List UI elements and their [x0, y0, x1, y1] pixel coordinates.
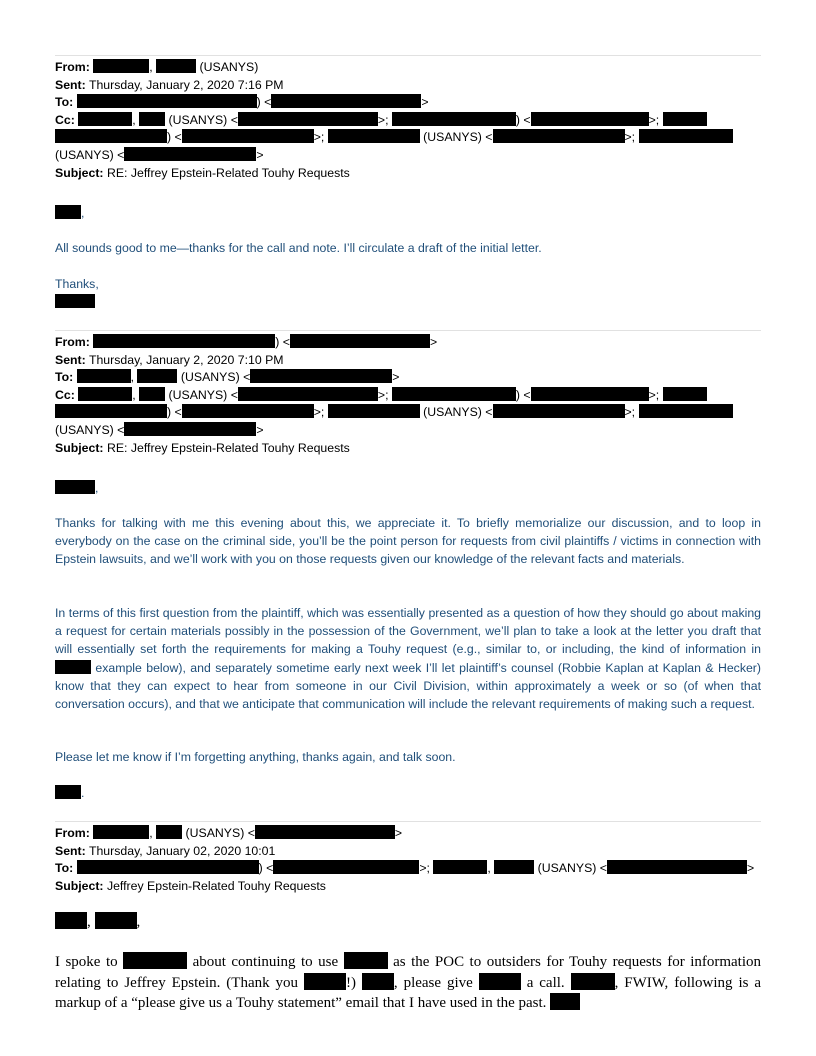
email2-sent-line: Sent: Thursday, January 2, 2020 7:10 PM: [55, 352, 284, 367]
email2-cc-line-1: Cc: , (USANYS) < >; ) < >;: [55, 387, 761, 405]
redaction: [607, 860, 747, 874]
redaction: [77, 369, 131, 383]
redaction: [271, 94, 421, 108]
redaction: [55, 480, 95, 494]
redaction: [531, 387, 649, 401]
redaction: [124, 147, 256, 161]
redaction: [123, 952, 187, 969]
email1-signature: [55, 293, 761, 311]
redaction: [304, 973, 346, 990]
redaction: [238, 387, 378, 401]
email3-subject-line: Subject: Jeffrey Epstein-Related Touhy Requests: [55, 878, 326, 893]
redaction: [93, 334, 275, 348]
redaction: [55, 294, 95, 308]
redaction: [55, 785, 81, 799]
email1-subject-line: Subject: RE: Jeffrey Epstein-Related Touhy Requests: [55, 165, 350, 180]
email3-from-line: From: , (USANYS) < >: [55, 826, 403, 840]
redaction: [95, 912, 137, 929]
redaction: [433, 860, 487, 874]
redaction: [494, 860, 534, 874]
redaction: [137, 369, 177, 383]
email1-cc-line-2: ) < >; (USANYS) < >;: [55, 129, 761, 147]
redaction: [255, 825, 395, 839]
redaction: [290, 334, 430, 348]
email1-sent-line: Sent: Thursday, January 2, 2020 7:16 PM: [55, 77, 284, 92]
redaction: [639, 404, 733, 418]
redaction: [479, 973, 521, 990]
redaction: [392, 112, 516, 126]
redaction: [55, 129, 167, 143]
email2-cc-line-3: (USANYS) < >: [55, 422, 264, 437]
redaction: [93, 825, 149, 839]
redaction: [238, 112, 378, 126]
redaction: [182, 129, 314, 143]
redaction: [182, 404, 314, 418]
redaction: [139, 387, 165, 401]
email3-header: [55, 825, 761, 895]
redaction: [77, 94, 257, 108]
redaction: [55, 912, 87, 929]
email2-subject-line: Subject: RE: Jeffrey Epstein-Related Touhy Requests: [55, 440, 350, 455]
email2-greeting: ,: [55, 479, 761, 497]
email2-to-line: To: , (USANYS) < >: [55, 370, 400, 385]
email2-signature: .: [55, 784, 761, 802]
redaction: [124, 422, 256, 436]
redaction: [55, 205, 81, 219]
redaction: [362, 973, 394, 990]
redaction: [328, 129, 420, 143]
email3-to-line: To: ) < >; , (USANYS) < >: [55, 861, 755, 876]
email2-cc-line-2: ) < >; (USANYS) < >;: [55, 404, 761, 422]
redaction: [663, 387, 707, 401]
email2-para-2: In terms of this first question from the plaintiff, which was essentially presented as a question of how they should go about making a request for certain materials possibly in the possession of the Government, we’ll plan to take a look at the letter you draft that will essentially set forth the requirements for making a Touhy request (e.g., similar to, or including, the kind of information in example below), and separately sometime early next week I’ll let plaintiff’s counsel (Robbie Kaplan at Kaplan & Hecker) know that they can expect to hear from someone in our Civil Division, within approximately a week or so (of when that conversation occurs), and that we anticipate that communication will include the relevant requirements of making such a request.: [55, 606, 761, 712]
redaction: [77, 860, 259, 874]
email1-message: All sounds good to me—thanks for the call and note. I’ll circulate a draft of the initial letter.: [55, 241, 542, 255]
email1-cc-line-1: Cc: , (USANYS) < >; ) < >;: [55, 112, 761, 130]
redaction: [55, 404, 167, 418]
email1-body: [55, 204, 761, 222]
email1-header: [55, 59, 761, 182]
redaction: [639, 129, 733, 143]
redaction: [156, 825, 182, 839]
email1-signoff: Thanks,: [55, 275, 761, 311]
redaction: [55, 660, 91, 674]
email1-greeting: ,: [55, 204, 761, 222]
redaction: [328, 404, 420, 418]
email2-header: [55, 334, 761, 457]
redaction: [273, 860, 419, 874]
redaction: [571, 973, 615, 990]
redaction: [156, 59, 196, 73]
redaction: [493, 404, 625, 418]
separator-2: [55, 330, 761, 331]
redaction: [392, 387, 516, 401]
email3-sent-line: Sent: Thursday, January 02, 2020 10:01: [55, 843, 276, 858]
separator-3: [55, 821, 761, 822]
redaction: [663, 112, 707, 126]
redaction: [344, 952, 388, 969]
email2-para-3: Please let me know if I’m forgetting anything, thanks again, and talk soon.: [55, 750, 456, 764]
email3-greeting: , ,: [55, 912, 761, 933]
redaction: [531, 112, 649, 126]
email2-from-line: From: ) < >: [55, 335, 438, 349]
redaction: [250, 369, 392, 383]
email2-para-1: Thanks for talking with me this evening about this, we appreciate it. To briefly memorialize our discussion, and to loop in everybody on the case on the criminal side, you’ll be the point person for requests from civil plaintiffs / victims in connection with Epstein lawsuits, and we’ll work with you on those requests given our knowledge of the relevant facts and materials.: [55, 516, 761, 567]
redaction: [78, 387, 132, 401]
redaction: [493, 129, 625, 143]
email1-from-line: From: , (USANYS): [55, 60, 259, 74]
redaction: [550, 993, 580, 1010]
email1-to-line: To: ) < >: [55, 95, 429, 110]
email3-body: I spoke to about continuing to use as the POC to outsiders for Touhy requests for information relating to Jeffrey Epstein. (Thank you !) , please give a call. , FWIW, following is a markup of a “please give us a Touhy statement” email that I have used in the past.: [55, 954, 762, 1011]
redaction: [139, 112, 165, 126]
separator-1: [55, 55, 761, 56]
email1-cc-line-3: (USANYS) < >: [55, 147, 264, 162]
redaction: [78, 112, 132, 126]
redaction: [93, 59, 149, 73]
